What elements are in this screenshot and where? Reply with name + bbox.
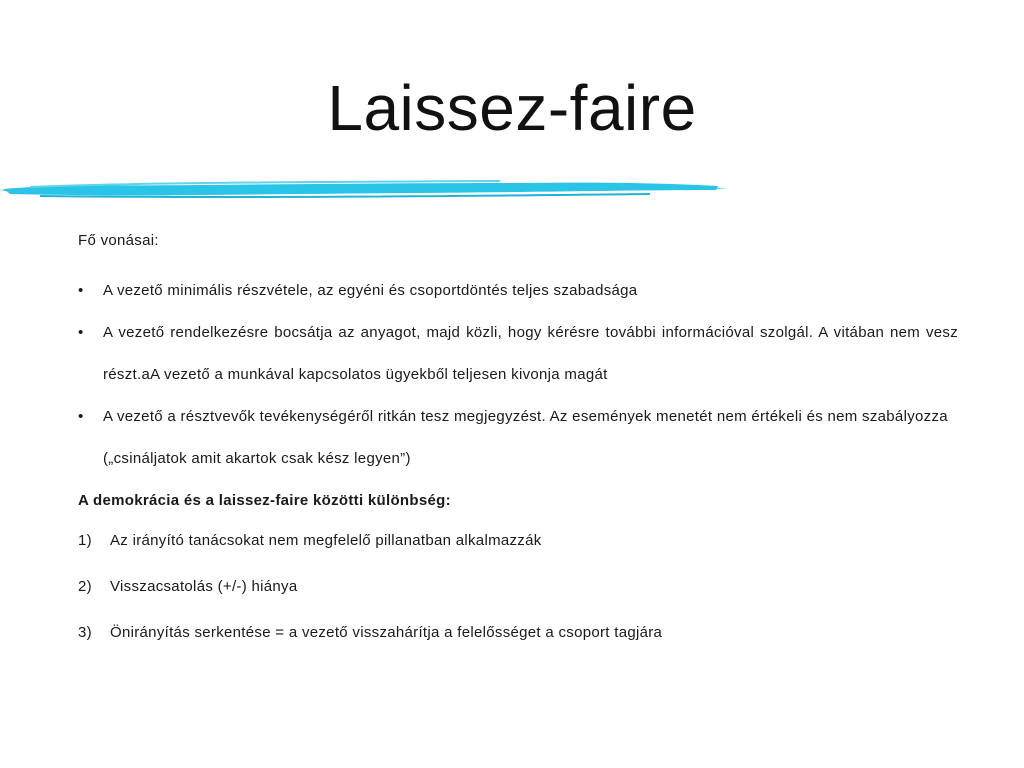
bullet-marker: • [78,324,84,341]
list-item [78,396,958,438]
list-item [78,270,958,312]
numbered-item-text: Önirányítás serkentése = a vezető visszahárítja a felelősséget a csoport tagjára [110,624,663,641]
bullet-text: A vezető rendelkezésre bocsátja az anyagot, majd közli, hogy kérésre további információval szolgál. A vitában nem vesz részt.aA vezető a munkával kapcsolatos ügyekből teljesen kivonja magát [103,324,958,383]
section-heading-difference: A demokrácia és a laissez-faire közötti különbség: [78,492,451,509]
number-marker: 2) [78,578,92,595]
numbered-item-text: Visszacsatolás (+/-) hiánya [110,578,298,595]
slide-title: Laissez-faire [327,72,697,144]
bullet-marker: • [78,408,84,425]
number-marker: 3) [78,624,92,641]
brush-stroke-divider [0,176,730,206]
slide-content [78,226,958,654]
numbered-item [78,520,958,562]
bullet-marker: • [78,282,84,299]
number-marker: 1) [78,532,92,549]
section-heading-features: Fő vonásai: [78,232,159,249]
numbered-item [78,566,958,608]
list-item [78,312,958,396]
bullet-quote: („csináljatok amit akartok csak kész legyen”) [103,450,411,467]
bullet-text: A vezető minimális részvétele, az egyéni és csoportdöntés teljes szabadsága [103,282,638,299]
bullet-text: A vezető a résztvevők tevékenységéről ritkán tesz megjegyzést. Az események menetét nem értékeli és nem szabályozza [103,408,948,425]
numbered-item [78,612,958,654]
numbered-item-text: Az irányító tanácsokat nem megfelelő pillanatban alkalmazzák [110,532,542,549]
